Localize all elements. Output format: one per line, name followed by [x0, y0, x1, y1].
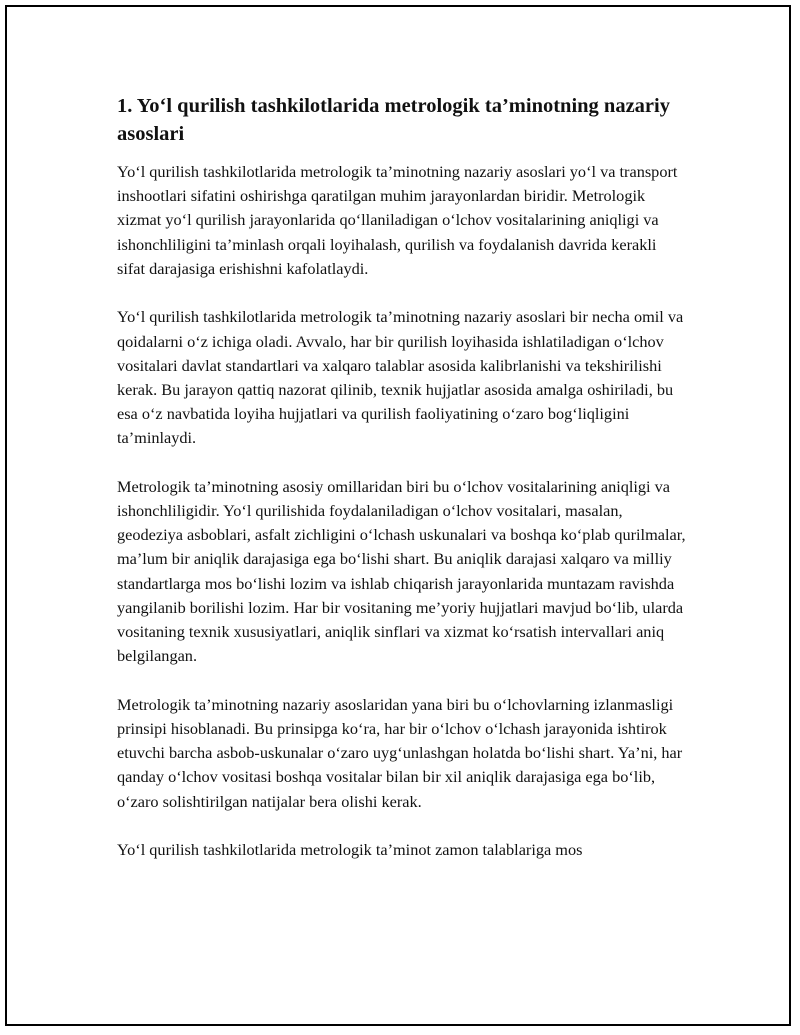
section-title: 1. Yo‘l qurilish tashkilotlarida metrologik ta’minotning nazariy asoslari — [117, 95, 670, 145]
paragraph-5: Yo‘l qurilish tashkilotlarida metrologik ta’minot zamon talablariga mos — [117, 840, 583, 860]
paragraph-2: Yo‘l qurilish tashkilotlarida metrologik ta’minotning nazariy asoslari bir necha omil va qoidalarni o‘z ichiga oladi. Avvalo, har bir qurilish loyihasida ishlatiladigan o‘lchov vositalari davlat standartlari va xalqaro talablar asosida kalibrlanishi va tekshirilishi kerak. Bu jarayon qattiq nazorat qilinib, texnik hujjatlar asosida amalga oshiriladi, bu esa o‘z navbatida loyiha hujjatlari va qurilish faoliyatining o‘zaro bog‘liqligini ta’minlaydi. — [117, 307, 684, 448]
paragraph-3: Metrologik ta’minotning asosiy omillaridan biri bu o‘lchov vositalarining aniqligi va ishonchliligidir. Yo‘l qurilishida foydalaniladigan o‘lchov vositalari, masalan, geodeziya asboblari, asfalt zichligini o‘lchash uskunalari va boshqa ko‘plab qurilmalar, ma’lum bir aniqlik darajasiga ega bo‘lishi shart. Bu aniqlik darajasi xalqaro va milliy standartlarga mos bo‘lishi lozim va ishlab chiqarish jarayonlarida muntazam ravishda yangilanib borilishi lozim. Har bir vositaning me’yoriy hujjatlari mavjud bo‘lib, ularda vositaning texnik xususiyatlari, aniqlik sinflari va xizmat ko‘rsatish intervallari aniq belgilangan. — [117, 476, 686, 666]
paragraph-1: Yo‘l qurilish tashkilotlarida metrologik ta’minotning nazariy asoslari yo‘l va transport inshootlari sifatini oshirishga qaratilgan muhim jarayonlardan biridir. Metrologik xizmat yo‘l qurilish jarayonlarida qo‘llaniladigan o‘lchov vositalarining aniqligi va ishonchliligini ta’minlash orqali loyihalash, qurilish va foydalanish davrida kerakli sifat darajasiga erishishni kafolatlaydi. — [117, 162, 678, 278]
document-body — [117, 92, 687, 887]
paragraph-4: Metrologik ta’minotning nazariy asoslaridan yana biri bu o‘lchovlarning izlanmasligi prinsipi hisoblanadi. Bu prinsipga ko‘ra, har bir o‘lchov o‘lchash jarayonida ishtirok etuvchi barcha asbob-uskunalar o‘zaro uyg‘unlashgan holatda bo‘lishi shart. Ya’ni, har qanday o‘lchov vositasi boshqa vositalar bilan bir xil aniqlik darajasiga ega bo‘lib, o‘zaro solishtirilgan natijalar bera olishi kerak. — [117, 694, 683, 811]
